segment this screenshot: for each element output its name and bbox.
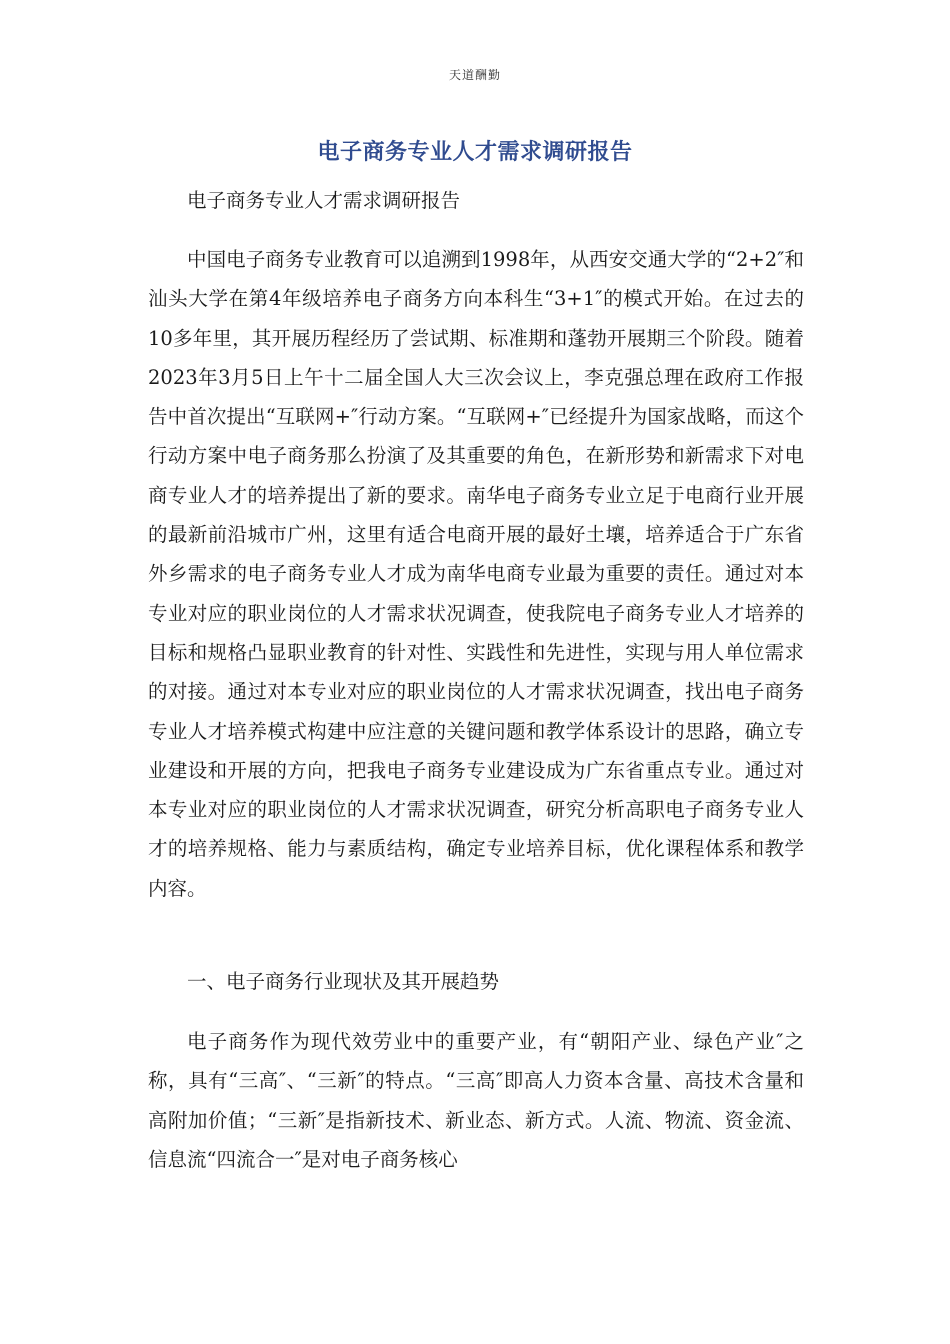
page-header: 天道酬勤: [448, 68, 501, 82]
subtitle-block: [148, 181, 804, 220]
section-body-paragraph: 电子商务作为现代效劳业中的重要产业，有“朝阳产业、绿色产业″之称，具有“三高″、“三新″的特点。“三高″即高人力资本含量、高技术含量和高附加价值；“三新″是指新技术、新业态、新方式。人流、物流、资金流、信息流“四流合一″是对电子商务核心: [148, 1030, 804, 1171]
section-heading-block: [148, 962, 804, 1001]
intro-block: [148, 240, 804, 908]
section-body-block: [148, 1022, 804, 1179]
intro-paragraph: 中国电子商务专业教育可以追溯到1998年，从西安交通大学的“2+2″和汕头大学在第4年级培养电子商务方向本科生“3+1″的模式开始。在过去的10多年里，其开展历程经历了尝试期、标准期和蓬勃开展期三个阶段。随着2023年3月5日上午十二届全国人大三次会议上，李克强总理在政府工作报告中首次提出“互联网+″行动方案。“互联网+″已经提升为国家战略，而这个行动方案中电子商务那么扮演了及其重要的角色，在新形势和新需求下对电商专业人才的培养提出了新的要求。南华电子商务专业立足于电商行业开展的最新前沿城市广州，这里有适合电商开展的最好土壤，培养适合于广东省外乡需求的电子商务专业人才成为南华电商专业最为重要的责任。通过对本专业对应的职业岗位的人才需求状况调查，使我院电子商务专业人才培养的目标和规格凸显职业教育的针对性、实践性和先进性，实现与用人单位需求的对接。通过对本专业对应的职业岗位的人才需求状况调查，找出电子商务专业人才培养模式构建中应注意的关键问题和教学体系设计的思路，确立专业建设和开展的方向，把我电子商务专业建设成为广东省重点专业。通过对本专业对应的职业岗位的人才需求状况调查，研究分析高职电子商务专业人才的培养规格、能力与素质结构，确定专业培养目标，优化课程体系和教学内容。: [148, 248, 804, 900]
subtitle-paragraph: 电子商务专业人才需求调研报告: [187, 189, 461, 212]
document-title: 电子商务专业人才需求调研报告: [317, 140, 633, 165]
section-heading: 一、电子商务行业现状及其开展趋势: [187, 970, 500, 993]
